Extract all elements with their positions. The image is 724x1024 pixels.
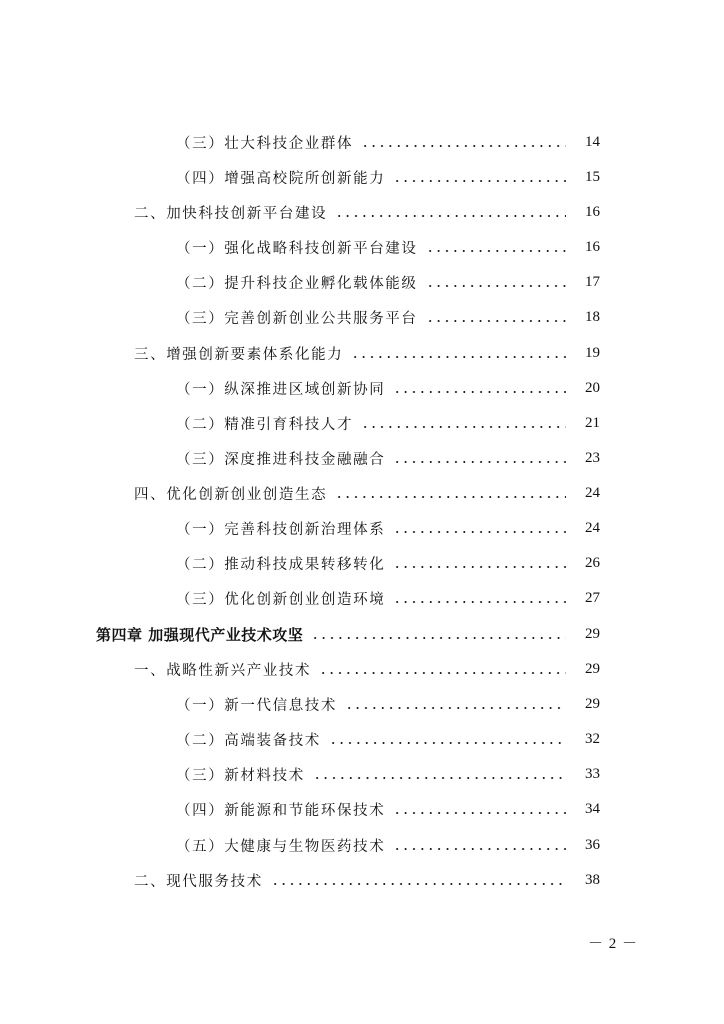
- toc-entry-text: （一）纵深推进区域创新协同: [176, 381, 386, 398]
- dot-leader: [351, 356, 566, 358]
- toc-entry-page: 15: [585, 168, 600, 185]
- toc-entry: [0, 586, 724, 610]
- dot-leader: [361, 145, 566, 147]
- dot-leader: [393, 601, 566, 603]
- toc-entry-text: （二）推动科技成果转移转化: [176, 556, 386, 573]
- toc-entry-text: 一、战略性新兴产业技术: [134, 662, 312, 679]
- toc-entry-text: （五）大健康与生物医药技术: [176, 838, 386, 855]
- dot-leader: [393, 566, 566, 568]
- toc-entry-text: （四）新能源和节能环保技术: [176, 802, 386, 819]
- dot-leader: [393, 180, 566, 182]
- dot-leader: [313, 777, 566, 779]
- toc-chapter: [0, 622, 724, 646]
- toc-entry-page: 14: [585, 133, 600, 150]
- toc-entry-text: （一）强化战略科技创新平台建设: [176, 240, 418, 257]
- toc-entry: [0, 762, 724, 786]
- toc-entry-page: 38: [585, 871, 600, 888]
- toc-entry-page: 26: [585, 554, 600, 571]
- toc-section: [0, 200, 724, 224]
- page-number: － 2 －: [588, 936, 639, 952]
- dot-leader: [335, 215, 566, 217]
- dot-leader: [393, 461, 566, 463]
- toc-entry-text: （三）新材料技术: [176, 767, 305, 784]
- dot-leader: [393, 812, 566, 814]
- toc-entry-text: （二）精准引育科技人才: [176, 416, 354, 433]
- dot-leader: [426, 285, 567, 287]
- toc-entry: [0, 692, 724, 716]
- toc-entry-text: （三）深度推进科技金融融合: [176, 451, 386, 468]
- toc-entry: [0, 551, 724, 575]
- toc-entry-text: （三）壮大科技企业群体: [176, 135, 354, 152]
- toc-entry-text: 四、优化创新创业创造生态: [134, 486, 328, 503]
- toc-entry-text: 二、加快科技创新平台建设: [134, 205, 328, 222]
- dot-leader: [393, 391, 566, 393]
- dot-leader: [393, 531, 566, 533]
- toc-entry-page: 33: [585, 765, 600, 782]
- toc-entry-text: （三）完善创新创业公共服务平台: [176, 310, 418, 327]
- toc-entry-text: 三、增强创新要素体系化能力: [134, 346, 344, 363]
- toc-chapter-text: 第四章 加强现代产业技术攻坚: [96, 625, 304, 644]
- toc-entry-text: （二）高端装备技术: [176, 732, 321, 749]
- toc-entry-page: 21: [585, 414, 600, 431]
- toc-entry-text: （一）新一代信息技术: [176, 697, 337, 714]
- toc-entry-page: 32: [585, 730, 600, 747]
- toc-entry-text: （四）增强高校院所创新能力: [176, 170, 386, 187]
- toc-entry-page: 27: [585, 589, 600, 606]
- toc-entry-page: 16: [585, 203, 600, 220]
- toc-entry-page: 16: [585, 238, 600, 255]
- dot-leader: [271, 883, 566, 885]
- dot-leader: [335, 496, 566, 498]
- toc-entry-text: （二）提升科技企业孵化载体能级: [176, 275, 418, 292]
- dot-leader: [345, 707, 566, 709]
- toc-entry-text: 二、现代服务技术: [134, 873, 263, 890]
- toc-entry: [0, 165, 724, 189]
- toc-entry-page: 29: [585, 625, 600, 642]
- dot-leader: [361, 426, 566, 428]
- toc-entry-page: 24: [585, 484, 600, 501]
- toc-section: [0, 481, 724, 505]
- toc-entry-page: 19: [585, 344, 600, 361]
- toc-entry: [0, 270, 724, 294]
- toc-entry-page: 29: [585, 660, 600, 677]
- dot-leader: [426, 250, 567, 252]
- toc-section: [0, 341, 724, 365]
- dot-leader: [393, 848, 566, 850]
- toc-entry-page: 20: [585, 379, 600, 396]
- toc-entry: [0, 516, 724, 540]
- toc-entry: [0, 305, 724, 329]
- toc-entry-page: 17: [585, 273, 600, 290]
- toc-entry-text: （三）优化创新创业创造环境: [176, 591, 386, 608]
- dot-leader: [426, 320, 567, 322]
- toc-section: [0, 657, 724, 681]
- toc-entry: [0, 727, 724, 751]
- toc-entry: [0, 833, 724, 857]
- dot-leader: [329, 742, 566, 744]
- toc-entry-page: 36: [585, 836, 600, 853]
- toc-entry-page: 23: [585, 449, 600, 466]
- toc-entry-page: 24: [585, 519, 600, 536]
- toc-entry-text: （一）完善科技创新治理体系: [176, 521, 386, 538]
- dot-leader: [311, 637, 566, 639]
- toc-entry: [0, 446, 724, 470]
- toc-entry-page: 29: [585, 695, 600, 712]
- toc-entry-page: 34: [585, 800, 600, 817]
- toc-entry: [0, 797, 724, 821]
- toc-entry: [0, 235, 724, 259]
- toc-entry: [0, 411, 724, 435]
- toc-section: [0, 868, 724, 892]
- toc-entry-page: 18: [585, 308, 600, 325]
- toc-entry: [0, 376, 724, 400]
- toc-entry: [0, 130, 724, 154]
- dot-leader: [319, 672, 566, 674]
